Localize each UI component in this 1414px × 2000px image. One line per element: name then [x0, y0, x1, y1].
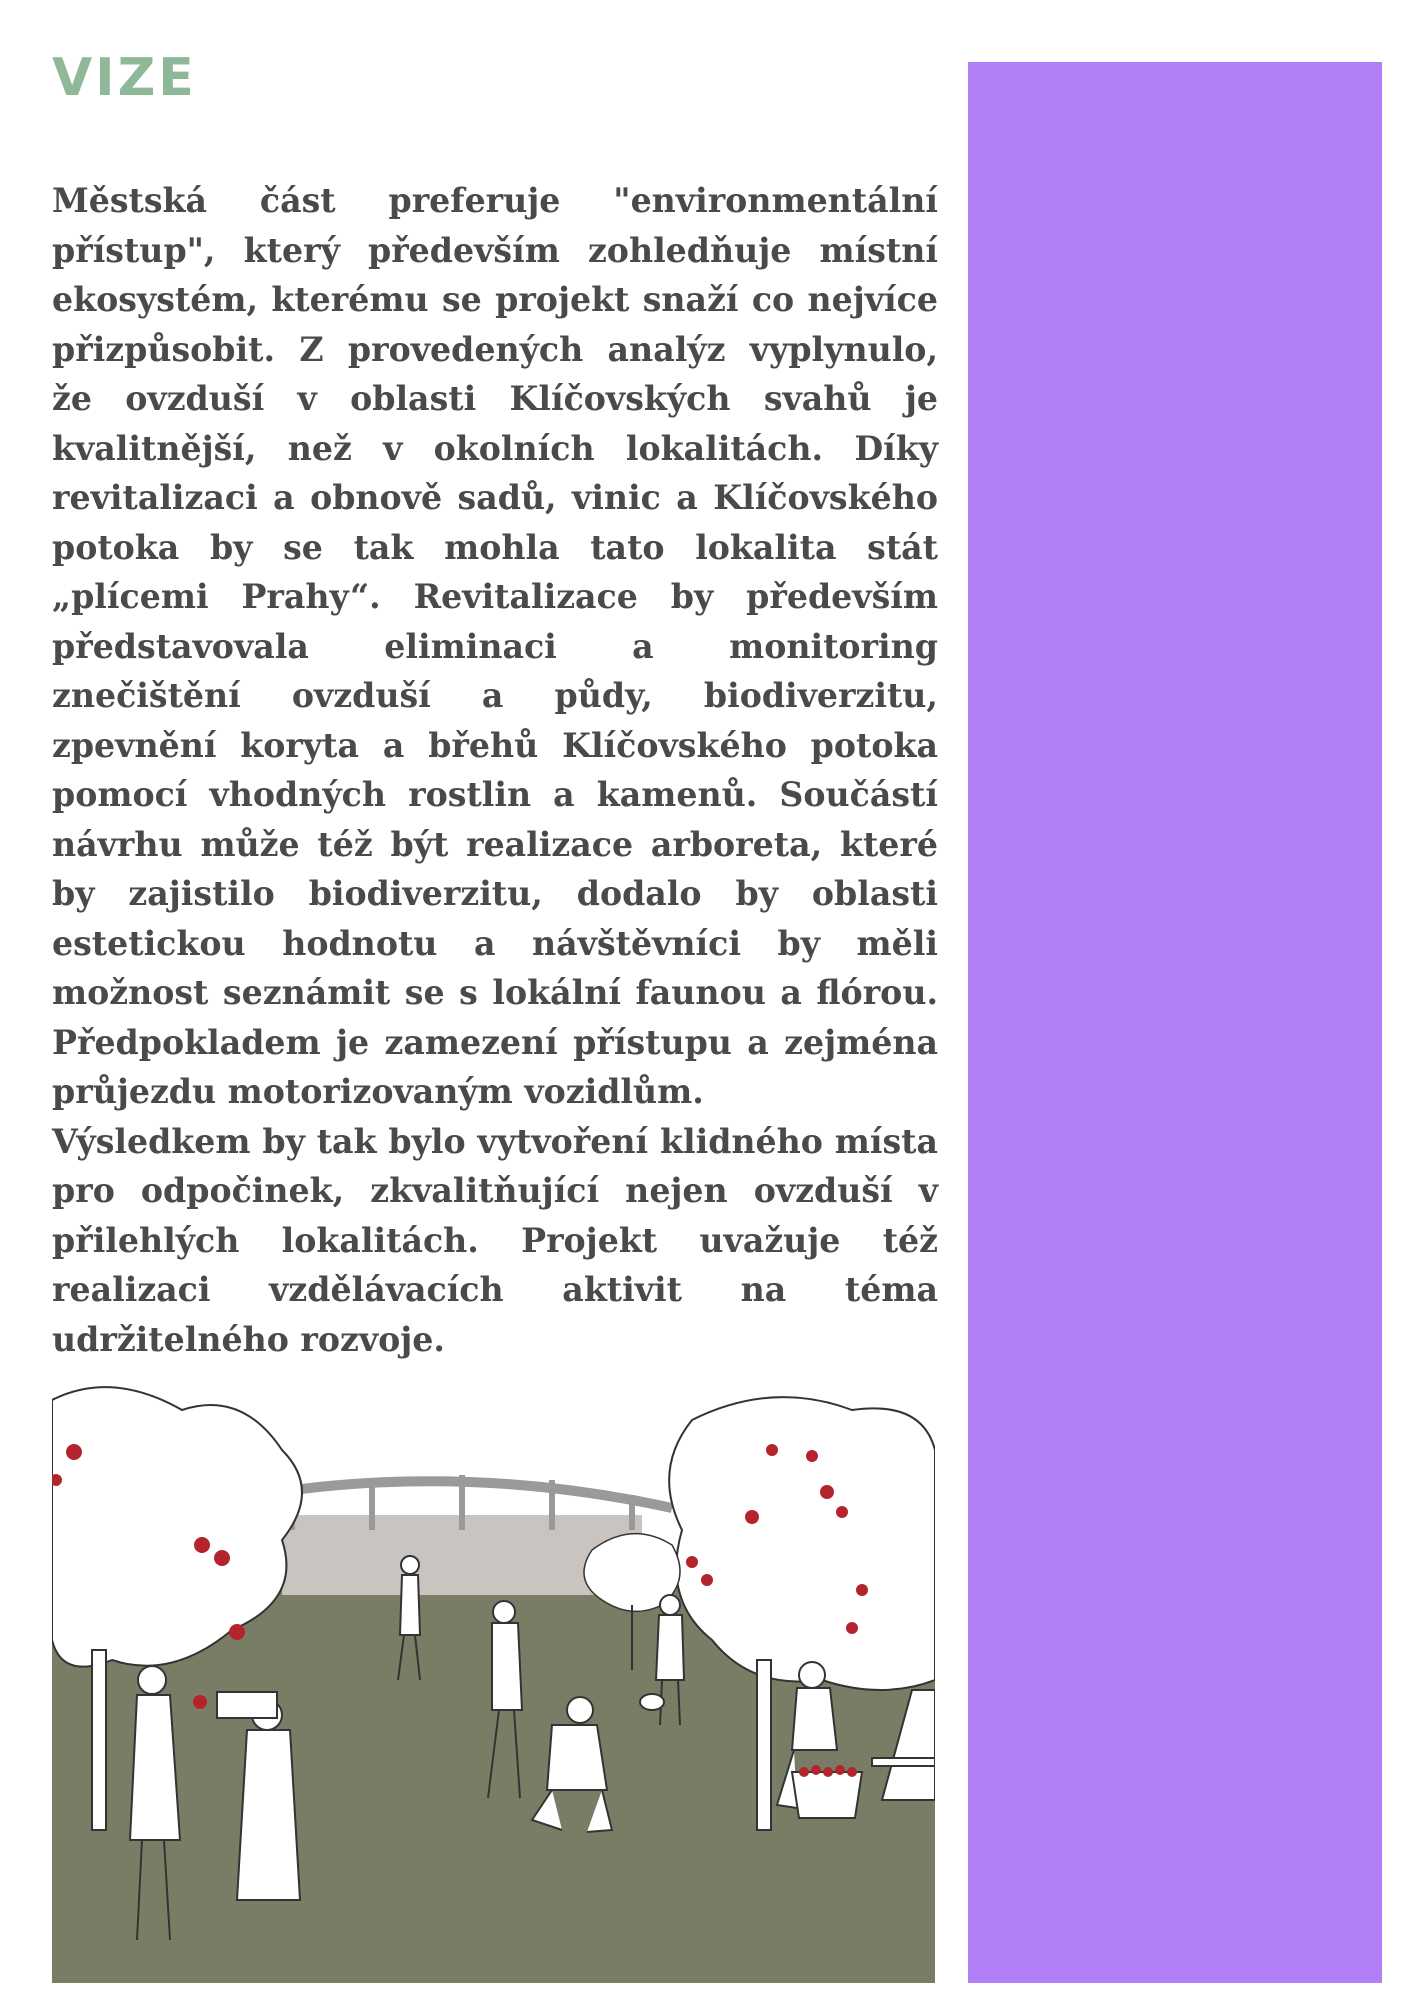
vision-text [52, 176, 938, 1364]
purple-sidebar-panel [968, 62, 1382, 1983]
orchard-illustration [52, 1380, 935, 1983]
paragraph-main: Městská část preferuje "environmentální přístup", který především zohledňuje místní ekosystém, kterému se projekt snaží co nejvíce přizpůsobit. Z provedených analýz vyplynulo, že ovzduší v oblasti Klíčovských svahů je kvalitnější, než v okolních lokalitách. Díky revitalizaci a obnově sadů, vinic a Klíčovského potoka by se tak mohla tato lokalita stát „plícemi Prahy“. Revitalizace by především představovala eliminaci a monitoring znečištění ovzduší a půdy, biodiverzitu, zpevnění koryta a břehů Klíčovského potoka pomocí vhodných rostlin a kamenů. Součástí návrhu může též být realizace arboreta, které by zajistilo biodiverzitu, dodalo by oblasti estetickou hodnotu a návštěvníci by měli možnost seznámit se s lokální faunou a flórou. Předpokladem je zamezení přístupu a zejména průjezdu motorizovaným vozidlům. [52, 181, 938, 1111]
right-tree-trunk [757, 1660, 771, 1830]
apple-basket [792, 1765, 862, 1818]
orchard-scene-drawing [52, 1380, 935, 1983]
paragraph-result: Výsledkem by tak bylo vytvoření klidného místa pro odpočinek, zkvalitňující nejen ovzduší v přilehlých lokalitách. Projekt uvažuje též realizaci vzdělávacích aktivit na téma udržitelného rozvoje. [52, 1121, 938, 1359]
page-title: VIZE [52, 48, 197, 108]
bridge [242, 1481, 672, 1508]
left-tree-trunk [92, 1650, 106, 1830]
bench [872, 1758, 935, 1766]
